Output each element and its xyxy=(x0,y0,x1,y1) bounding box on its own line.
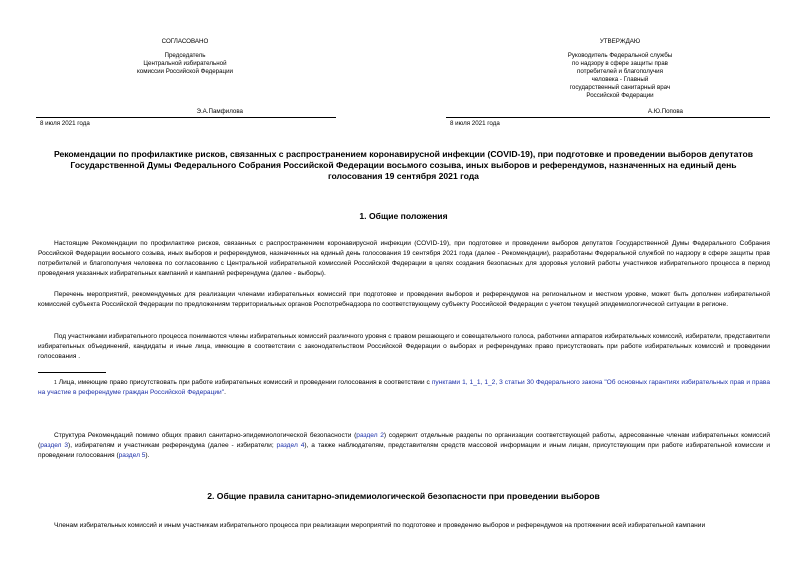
right-date: 8 июля 2021 года xyxy=(450,120,500,127)
paragraph-4-text: ), а также наблюдателям, представителям средств массовой информации и иным лицам, присутствующим при работе избирательной комиссии и проведении голосования ( xyxy=(38,442,771,459)
paragraph-2 xyxy=(38,290,770,310)
right-line: потребителей и благополучия xyxy=(577,68,663,75)
paragraph-2-text: Перечень мероприятий, рекомендуемых для реализации членами избирательных комиссий при подготовке и проведении выборов и референдумов на региональном и местном уровне, может быть дополнен избирательной комиссией субъекта Российской Федерации по предложениям территориальных органов Роспотребнадзора по соответствующему субъекту Российской Федерации с учетом текущей эпидемиологической ситуации в регионе. xyxy=(38,291,770,308)
right-approval-block xyxy=(530,38,710,100)
right-line: Российской Федерации xyxy=(586,92,654,99)
section-3-link[interactable]: раздел 3 xyxy=(40,442,69,449)
right-line: человека - Главный xyxy=(591,76,649,83)
section-4-link[interactable]: раздел 4 xyxy=(276,442,305,449)
footnote xyxy=(38,378,770,398)
section-5-link[interactable]: раздел 5 xyxy=(118,452,146,459)
section-2-link[interactable]: раздел 2 xyxy=(356,432,384,439)
paragraph-4-text: ), избирателям и участникам референдума (далее - избиратели; xyxy=(68,442,277,449)
right-line: Руководитель Федеральной службы xyxy=(567,52,673,59)
document-title-line: Государственной Думы Федерального Собрания Российской Федерации восьмого созыва, иных выборов и референдумов, назначенных на единый день xyxy=(70,160,737,170)
left-line: комиссии Российской Федерации xyxy=(136,68,234,75)
left-line: Центральной избирательной xyxy=(143,60,227,67)
document-title xyxy=(20,149,787,182)
right-line: государственный санитарный врач xyxy=(569,84,671,91)
section-2-title: 2. Общие правила санитарно-эпидемиологической безопасности при проведении выборов xyxy=(207,491,600,501)
paragraph-4-text: ) содержит отдельные разделы по организации соответствующей работы, адресованные членам избирательных комиссий ( xyxy=(38,432,771,449)
left-line: Председатель xyxy=(164,52,206,59)
paragraph-1 xyxy=(38,239,770,279)
left-date: 8 июля 2021 года xyxy=(40,120,90,127)
footnote-separator xyxy=(38,372,106,373)
footnote-text: Лица, имеющие право присутствовать при работе избирательных комиссий и проведении голосования в соответствии с xyxy=(58,379,432,386)
right-heading: УТВЕРЖДАЮ xyxy=(599,38,641,45)
right-line: по надзору в сфере защиты прав xyxy=(572,60,668,67)
document-title-line: Рекомендации по профилактике рисков, связанных с распространением коронавирусной инфекции (COVID-19), при подготовке и проведении выборов депутатов xyxy=(53,149,754,159)
paragraph-1-text: Настоящие Рекомендации по профилактике рисков, связанных с распространением коронавирусной инфекции (COVID-19), при подготовке и проведении выборов депутатов Государственной Думы Федерального Собрания Российской Федерации восьмого созыва, иных выборов и референдумов, назначенных на единый день голосования 19 сентября 2021 года (далее - Рекомендации), разработаны Федеральной службой по надзору в сфере защиты прав потребителей и благополучия человека по согласованию с Центральной избирательной комиссией Российской Федерации в целях создания безопасных для здоровья условий работы участников избирательного процесса в период проведения указанных избирательных кампаний и кампаний референдума (далее - выборы). xyxy=(38,240,770,277)
left-heading: СОГЛАСОВАНО xyxy=(161,38,209,45)
paragraph-4-text: Структура Рекомендаций помимо общих правил санитарно-эпидемиологической безопасности ( xyxy=(54,432,357,439)
footnote-law-link[interactable]: пунктами 1, 1_1, 1_2, 3 статьи 30 Федерального закона "Об основных гарантиях избирательных прав и права на участие в референдуме граждан Российской Федерации" xyxy=(38,379,770,396)
paragraph-5 xyxy=(38,521,770,531)
section-1-title: 1. Общие положения xyxy=(359,211,448,221)
paragraph-3 xyxy=(38,332,770,362)
footnote-mark: 1 xyxy=(54,380,57,386)
right-signature-line xyxy=(446,117,770,118)
left-signature-line xyxy=(36,117,336,118)
document-title-line: голосования 19 сентября 2021 года xyxy=(328,171,479,181)
right-signer: А.Ю.Попова xyxy=(647,108,683,115)
left-signer: Э.А.Памфилова xyxy=(196,108,243,115)
paragraph-4 xyxy=(38,431,770,461)
paragraph-3-text: Под участниками избирательного процесса понимаются члены избирательных комиссий различного уровня с правом решающего и совещательного голоса, работники аппаратов избирательных комиссий, избиратели, представители избирательных объединений, кандидаты и иные лица, имеющие в соответствии с законодательством Российской Федерации о выборах и референдумах право присутствовать при работе избирательных комиссий и проведении голосования . xyxy=(38,333,770,360)
left-approval-block xyxy=(110,38,260,76)
paragraph-5-text: Членам избирательных комиссий и иным участникам избирательного процесса при реализации мероприятий по подготовке и проведению выборов и референдумов на протяжении всей избирательной кампании xyxy=(54,522,706,529)
paragraph-4-text: ). xyxy=(145,452,150,459)
footnote-end: . xyxy=(224,389,226,396)
